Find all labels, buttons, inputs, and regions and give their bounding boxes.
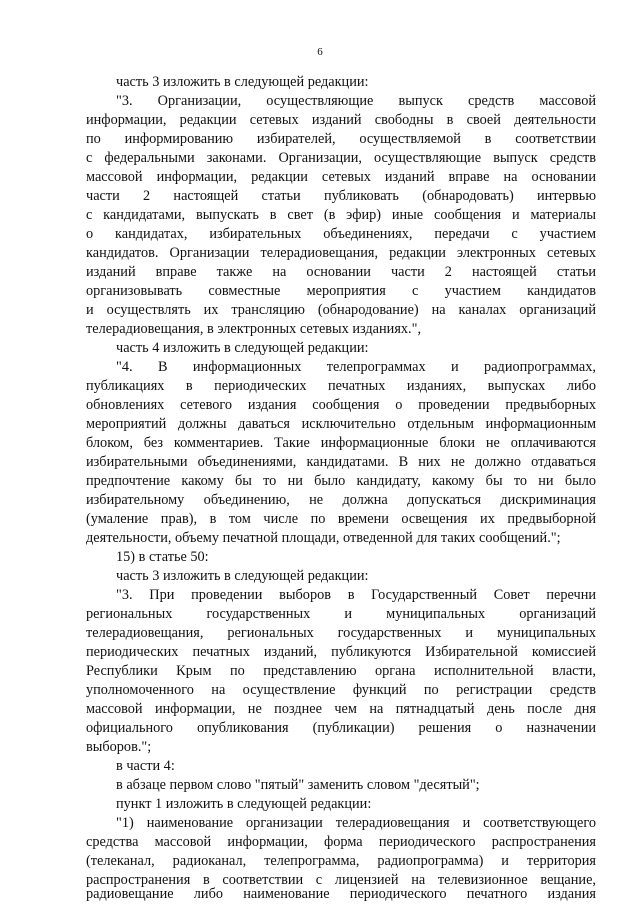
text-line: (телеканал, радиоканал, телепрограмма, радиопрограмма) и территория bbox=[86, 853, 596, 869]
text-line: блоком, без комментариев. Такие информационные блоки не оплачиваются bbox=[86, 435, 596, 451]
page-number: 6 bbox=[317, 46, 323, 58]
text-line: телерадиовещания, в электронных сетевых изданиях.", bbox=[86, 321, 422, 337]
text-line: и осуществлять их трансляцию (обнародование) на каналах организаций bbox=[86, 302, 596, 318]
text-line: организовывать совместные мероприятия с участием кандидатов bbox=[86, 283, 596, 299]
text-line: "3. Организации, осуществляющие выпуск средств массовой bbox=[116, 93, 596, 109]
text-line: избирательными объединениями, кандидатами. В них не должно отдаваться bbox=[86, 454, 596, 470]
text-line: мероприятий должны даваться исключительно отдельным информационным bbox=[86, 416, 596, 432]
text-line: 15) в статье 50: bbox=[116, 549, 209, 565]
text-line: Республики Крым по представлению органа исполнительной власти, bbox=[86, 663, 596, 679]
text-line: уполномоченного на осуществление функций по регистрации средств bbox=[86, 682, 596, 698]
text-line: изданий вправе также на основании части 2 настоящей статьи bbox=[86, 264, 596, 280]
text-line: "4. В информационных телепрограммах и радиопрограммах, bbox=[116, 359, 596, 375]
text-line: предпочтение какому бы то ни было кандидату, какому бы то ни было bbox=[86, 473, 596, 489]
text-line: кандидатов. Организации телерадиовещания, редакции электронных сетевых bbox=[86, 245, 596, 261]
text-line: пункт 1 изложить в следующей редакции: bbox=[116, 796, 372, 812]
text-line: "3. При проведении выборов в Государственный Совет перечни bbox=[116, 587, 596, 603]
text-line: деятельности, объему печатной площади, отведенной для таких сообщений."; bbox=[86, 530, 561, 546]
text-line: в абзаце первом слово "пятый" заменить словом "десятый"; bbox=[116, 777, 480, 793]
text-line: с федеральными законами. Организации, осуществляющие выпуск средств bbox=[86, 150, 596, 166]
text-line: обновлениях сетевого издания сообщения о проведении предвыборных bbox=[86, 397, 596, 413]
text-line: телерадиовещания, региональных государственных и муниципальных bbox=[86, 625, 596, 641]
text-line: часть 3 изложить в следующей редакции: bbox=[116, 568, 369, 584]
text-line: части 2 настоящей статьи публиковать (обнародовать) интервью bbox=[86, 188, 596, 204]
text-line: в части 4: bbox=[116, 758, 175, 774]
text-line: о кандидатах, избирательных объединениях, передачи с участием bbox=[86, 226, 596, 242]
text-line: региональных государственных и муниципальных организаций bbox=[86, 606, 596, 622]
text-line: публикациях в периодических печатных изданиях, выпусках либо bbox=[86, 378, 596, 394]
text-line: (умаление прав), в том числе по времени освещения их предвыборной bbox=[86, 511, 596, 527]
text-line: средства массовой информации, форма периодического распространения bbox=[86, 834, 596, 850]
text-line: периодических печатных изданий, публикуются Избирательной комиссией bbox=[86, 644, 596, 660]
text-line: часть 4 изложить в следующей редакции: bbox=[116, 340, 369, 356]
text-line: массовой информации, редакции сетевых изданий вправе на основании bbox=[86, 169, 596, 185]
text-line: массовой информации, не позднее чем на пятнадцатый день после дня bbox=[86, 701, 596, 717]
text-line: информации, редакции сетевых изданий свободны в своей деятельности bbox=[86, 112, 596, 128]
text-line: "1) наименование организации телерадиовещания и соответствующего bbox=[116, 815, 596, 831]
text-line: с кандидатами, выпускать в свет (в эфир) иные сообщения и материалы bbox=[86, 207, 596, 223]
text-line: часть 3 изложить в следующей редакции: bbox=[116, 74, 369, 90]
text-line: выборов."; bbox=[86, 739, 152, 755]
text-line: по информированию избирателей, осуществляемой в соответствии bbox=[86, 131, 596, 147]
text-line: официального опубликования (публикации) решения о назначении bbox=[86, 720, 596, 736]
text-line: распространения в соответствии с лицензией на телевизионное вещание, bbox=[86, 872, 596, 888]
text-line: избирательному объединению, не должна допускаться дискриминация bbox=[86, 492, 596, 508]
text-line: радиовещание либо наименование периодического печатного издания bbox=[86, 886, 596, 902]
